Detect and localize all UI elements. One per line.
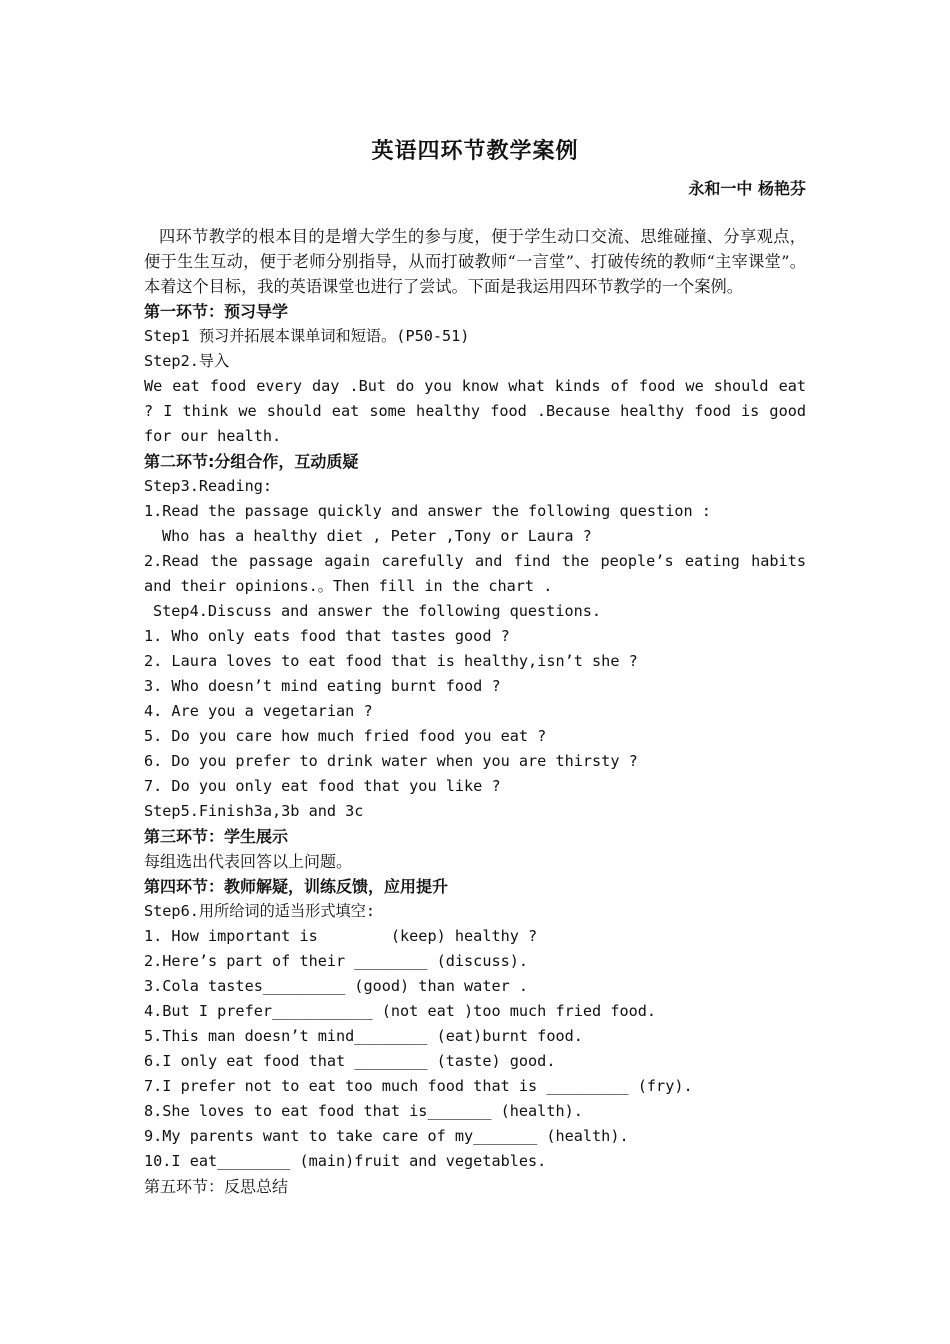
step-5: Step5.Finish3a,3b and 3c [144, 802, 364, 820]
discussion-question: 2. Laura loves to eat food that is healthy,isn’t she ? [144, 652, 638, 670]
document-title: 英语四环节教学案例 [371, 138, 579, 164]
exercise-item: 1. How important is (keep) healthy ? [144, 927, 538, 945]
reading-question-1-sub: Who has a healthy diet , Peter ,Tony or Laura ? [162, 527, 592, 545]
section-4-heading: 第四环节：教师解疑，训练反馈，应用提升 [144, 877, 449, 896]
section-5-heading: 第五环节：反思总结 [144, 1177, 289, 1196]
exercise-item: 6.I only eat food that ________ (taste) good. [144, 1052, 556, 1070]
exercise-item: 2.Here’s part of their ________ (discuss). [144, 952, 529, 970]
document-body [144, 224, 806, 1199]
section-3-text: 每组选出代表回答以上问题。 [144, 852, 353, 871]
exercise-item: 4.But I prefer___________ (not eat )too much fried food. [144, 1002, 657, 1020]
reading-question-1: 1.Read the passage quickly and answer the following question : [144, 502, 711, 520]
step-6: Step6.用所给词的适当形式填空: [144, 902, 376, 920]
exercise-item: 5.This man doesn’t mind________ (eat)burnt food. [144, 1027, 583, 1045]
section-2-heading: 第二环节:分组合作，互动质疑 [144, 452, 359, 471]
discussion-question: 3. Who doesn’t mind eating burnt food ? [144, 677, 501, 695]
step-4: Step4.Discuss and answer the following questions. [153, 602, 602, 620]
intro-paragraph: 四环节教学的根本目的是增大学生的参与度，便于学生动口交流、思维碰撞、分享观点，便于生生互动，便于老师分别指导，从而打破教师“一言堂”、打破传统的教师“主宰课堂”。本着这个目标，我的英语课堂也进行了尝试。下面是我运用四环节教学的一个案例。 [144, 227, 806, 296]
discussion-question: 4. Are you a vegetarian ? [144, 702, 373, 720]
discussion-question: 7. Do you only eat food that you like ? [144, 777, 501, 795]
exercise-item: 9.My parents want to take care of my_______ (health). [144, 1127, 629, 1145]
step-3: Step3.Reading: [144, 477, 273, 495]
step-2-text: We eat food every day .But do you know what kinds of food we should eat ? I think we should eat some healthy food .Because healthy food is good for our health. [144, 377, 806, 445]
exercise-item: 8.She loves to eat food that is_______ (health). [144, 1102, 583, 1120]
reading-question-2: 2.Read the passage again carefully and find the people’s eating habits and their opinions.。Then fill in the chart . [144, 552, 806, 595]
section-1-heading: 第一环节：预习导学 [144, 302, 289, 321]
step-2: Step2.导入 [144, 352, 230, 370]
section-3-heading: 第三环节：学生展示 [144, 827, 289, 846]
discussion-question: 6. Do you prefer to drink water when you are thirsty ? [144, 752, 638, 770]
exercise-item: 3.Cola tastes_________ (good) than water . [144, 977, 529, 995]
discussion-question: 1. Who only eats food that tastes good ? [144, 627, 510, 645]
step-1: Step1 预习并拓展本课单词和短语。(P50-51) [144, 327, 470, 345]
document-author: 永和一中 杨艳芬 [688, 179, 806, 198]
exercise-item: 10.I eat________ (main)fruit and vegetables. [144, 1152, 547, 1170]
exercise-item: 7.I prefer not to eat too much food that is _________ (fry). [144, 1077, 693, 1095]
discussion-question: 5. Do you care how much fried food you eat ? [144, 727, 547, 745]
